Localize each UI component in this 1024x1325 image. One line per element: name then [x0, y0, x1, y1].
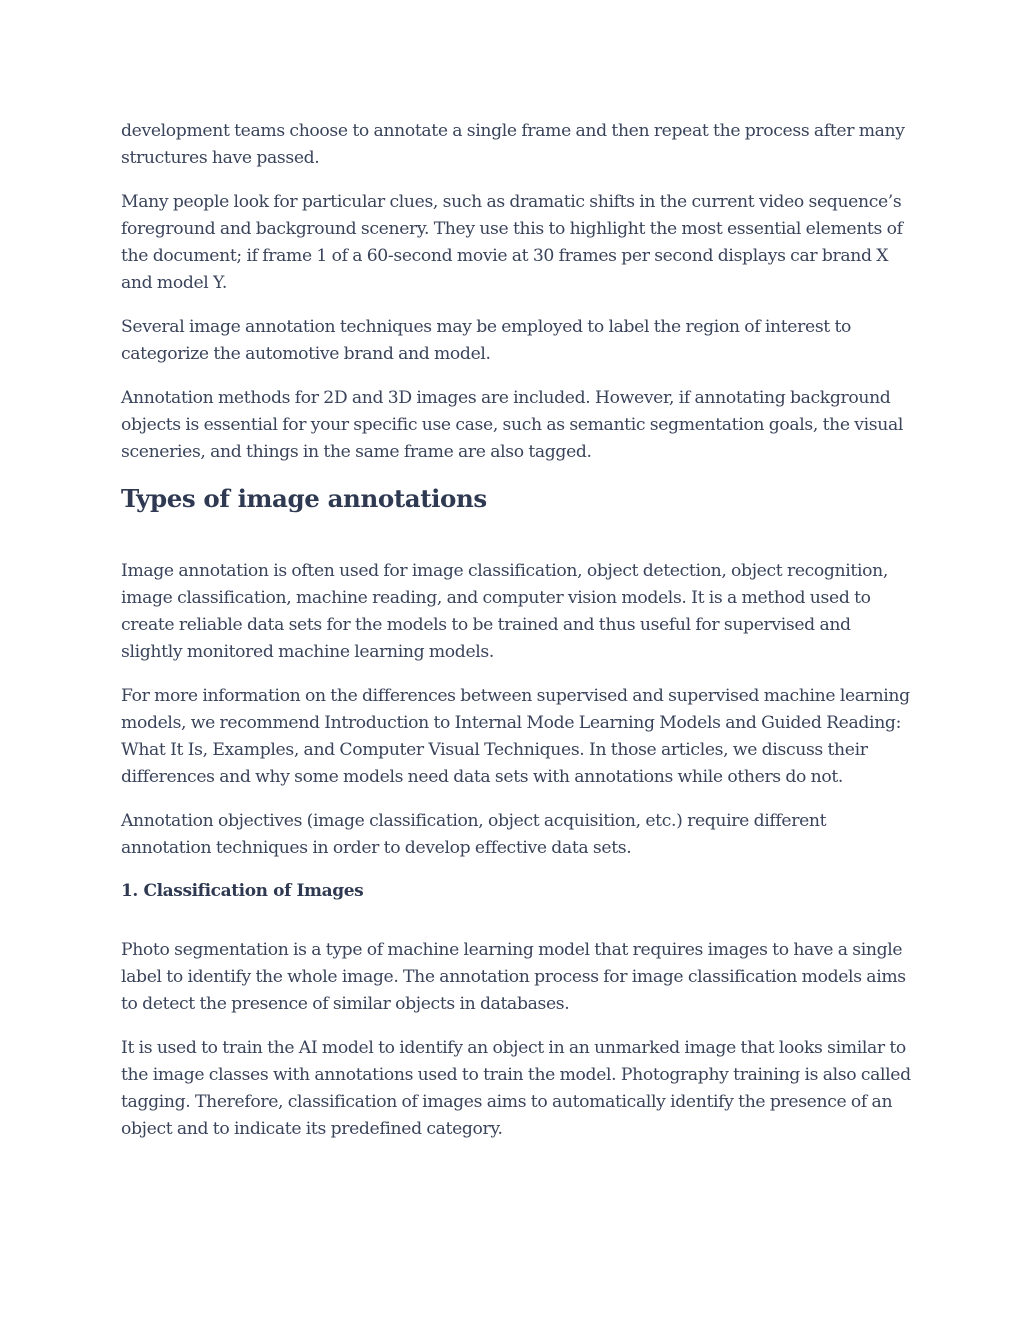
- paragraph: It is used to train the AI model to identify an object in an unmarked image that looks similar to the image classes with annotations used to train the model. Photography training is also called tagging. Therefore, classification of images aims to automatically identify the presence of an object and to indicate its predefined category.: [121, 1038, 911, 1139]
- section-heading: Types of image annotations: [121, 484, 487, 513]
- paragraph: Several image annotation techniques may be employed to label the region of interest to categorize the automotive brand and model.: [121, 317, 852, 364]
- paragraph: Annotation methods for 2D and 3D images are included. However, if annotating background objects is essential for your specific use case, such as semantic segmentation goals, the visual sceneries, and things in the same frame are also tagged.: [121, 388, 904, 462]
- document-page: [121, 118, 911, 1160]
- paragraph: Many people look for particular clues, such as dramatic shifts in the current video sequence’s foreground and background scenery. They use this to highlight the most essential elements of the document; if frame 1 of a 60-second movie at 30 frames per second displays car brand X and model Y.: [121, 192, 903, 293]
- paragraph: Image annotation is often used for image classification, object detection, object recognition, image classification, machine reading, and computer vision models. It is a method used to create reliable data sets for the models to be trained and thus useful for supervised and slightly monitored machine learning models.: [121, 561, 888, 662]
- paragraph: For more information on the differences between supervised and supervised machine learning models, we recommend Introduction to Internal Mode Learning Models and Guided Reading: What It Is, Examples, and Computer Visual Techniques. In those articles, we discuss their differences and why some models need data sets with annotations while others do not.: [121, 686, 910, 787]
- subsection-heading: 1. Classification of Images: [121, 881, 364, 901]
- paragraph: Photo segmentation is a type of machine learning model that requires images to have a single label to identify the whole image. The annotation process for image classification models aims to detect the presence of similar objects in databases.: [121, 940, 906, 1014]
- paragraph: Annotation objectives (image classification, object acquisition, etc.) require different annotation techniques in order to develop effective data sets.: [121, 811, 827, 858]
- paragraph: development teams choose to annotate a single frame and then repeat the process after many structures have passed.: [121, 121, 905, 168]
